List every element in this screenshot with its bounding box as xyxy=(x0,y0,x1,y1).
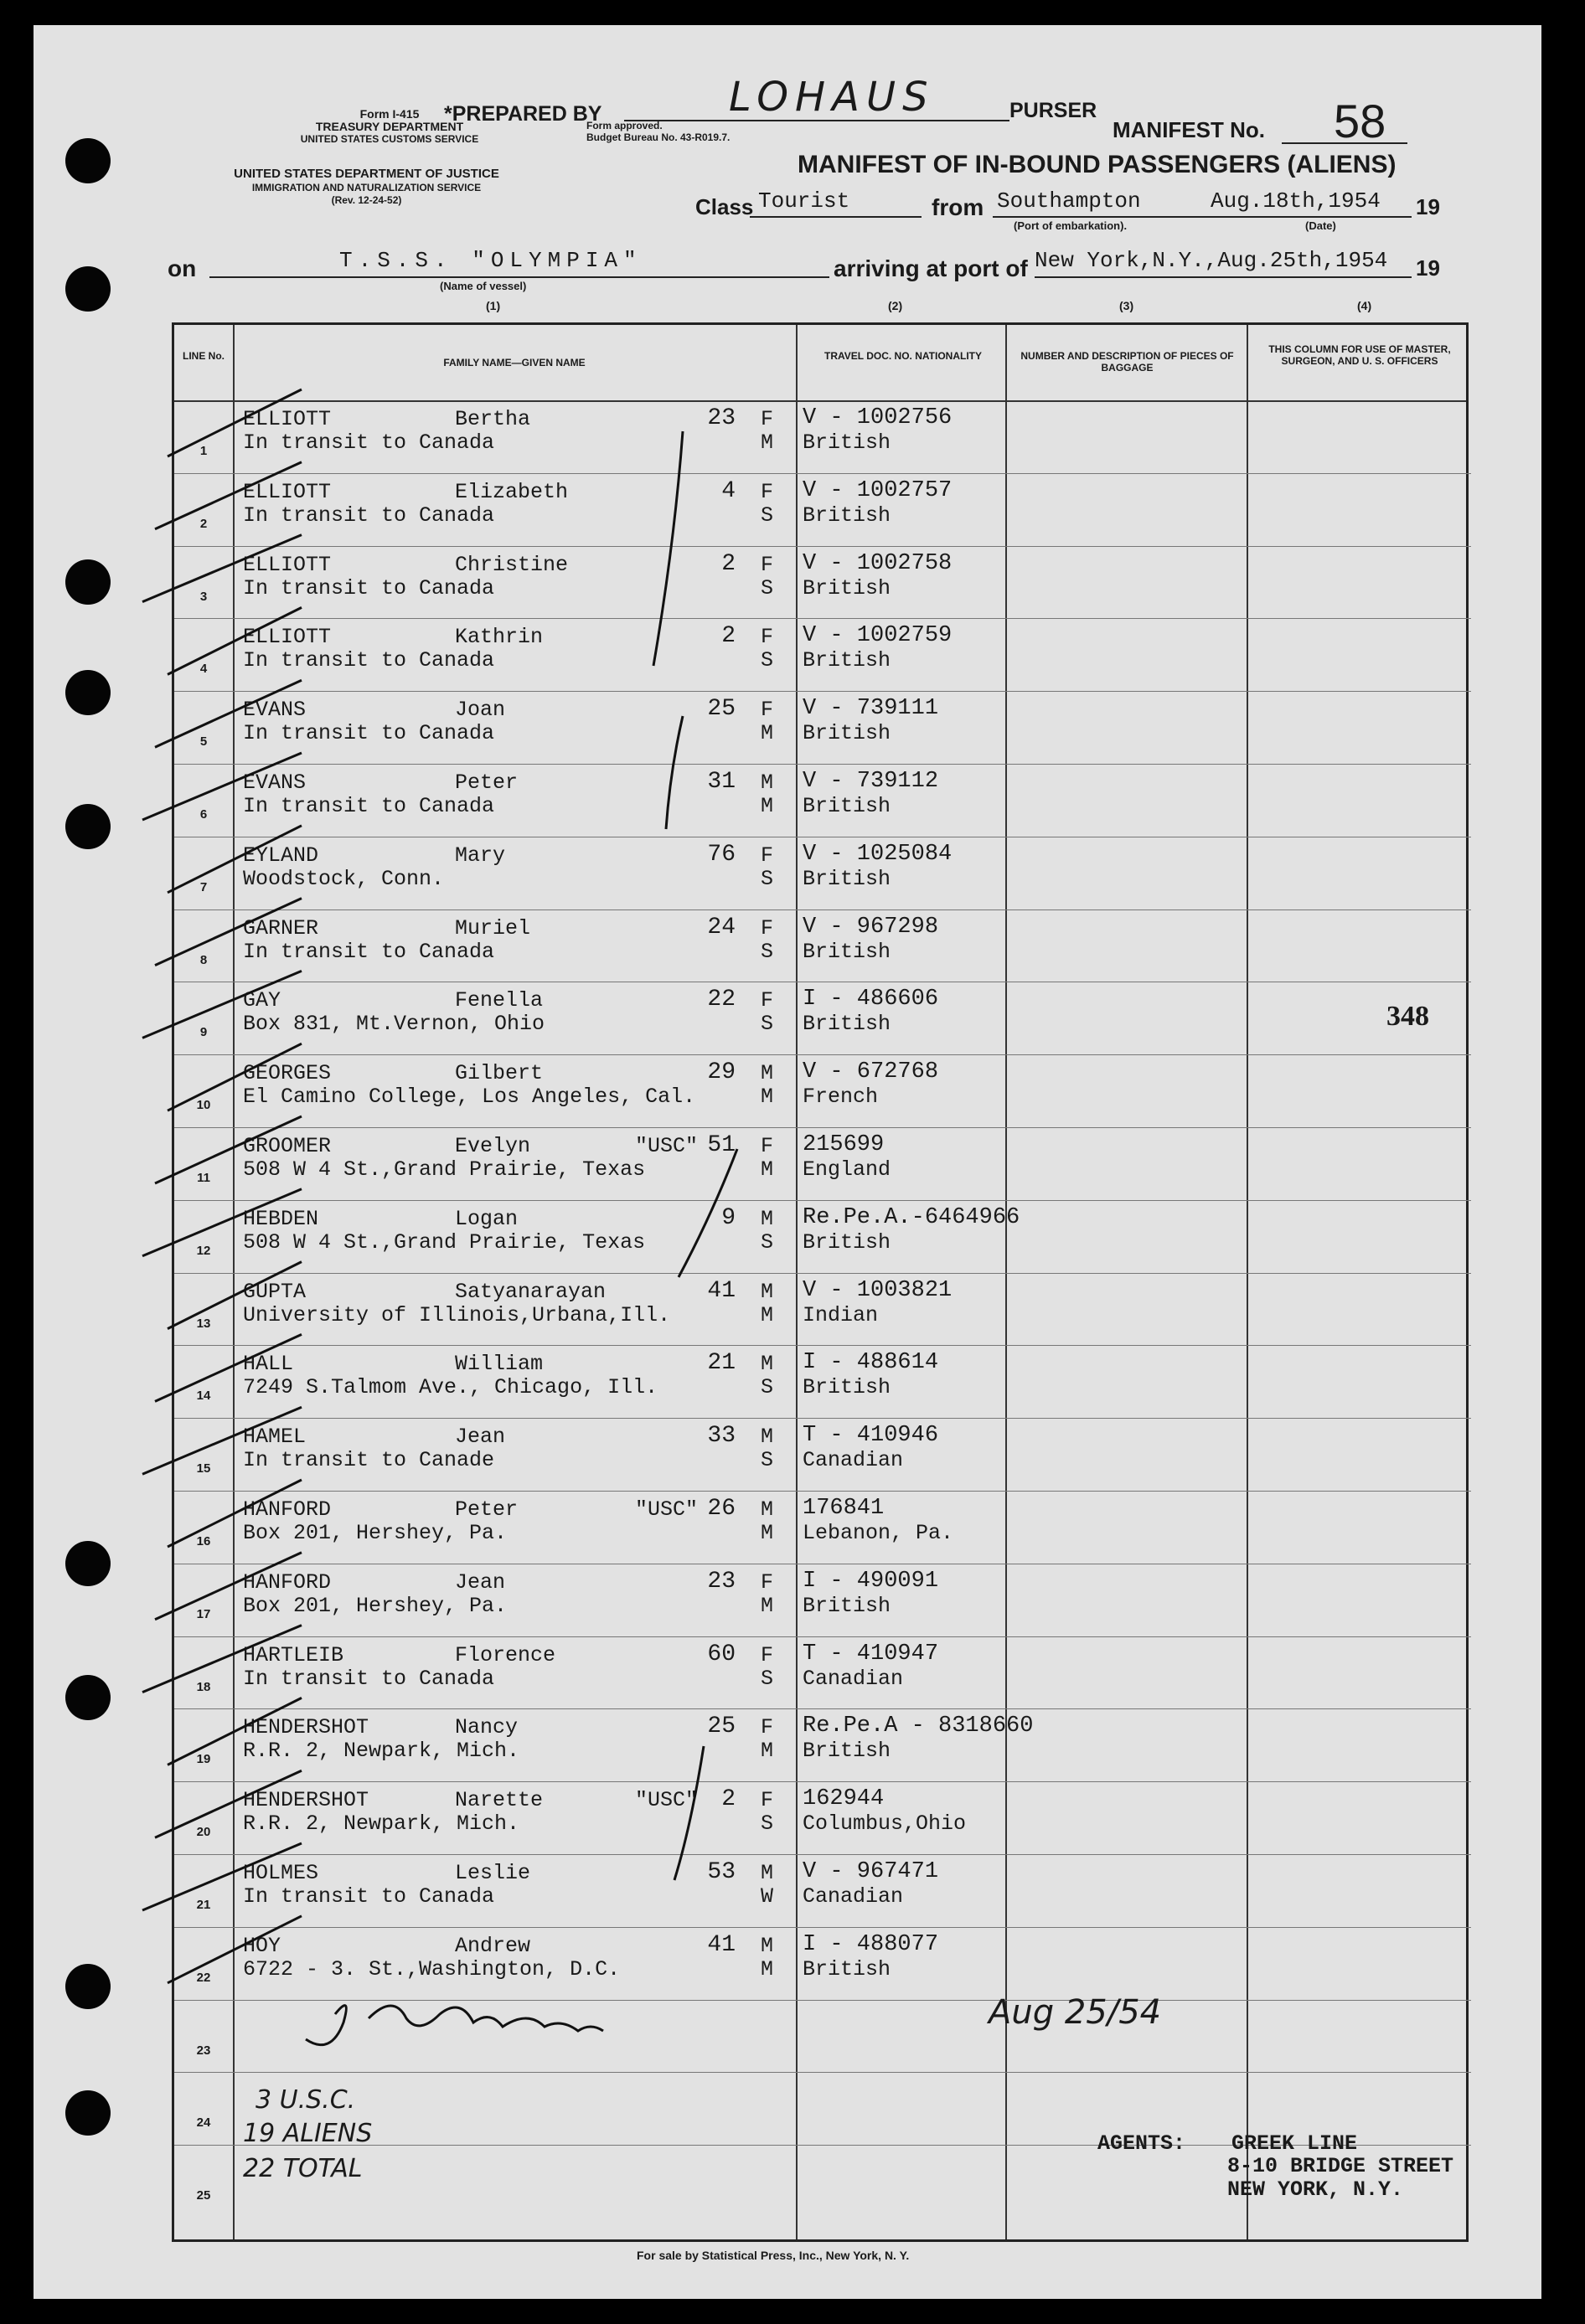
nationality: British xyxy=(803,794,891,818)
family-name: EVANS xyxy=(243,770,307,795)
marital-status: M xyxy=(761,1956,774,1981)
check-mark xyxy=(142,753,302,820)
address: 508 W 4 St.,Grand Prairie, Texas xyxy=(243,1157,646,1182)
age: 23 xyxy=(707,405,736,431)
bracket-mark xyxy=(679,1149,737,1277)
nationality: British xyxy=(803,1012,891,1037)
sex: M xyxy=(761,1861,774,1885)
nationality: British xyxy=(803,1229,891,1255)
travel-doc: V - 672768 xyxy=(803,1059,939,1085)
check-mark xyxy=(142,1843,302,1910)
nationality: French xyxy=(803,1085,879,1110)
line-number: 17 xyxy=(196,1606,211,1621)
given-name: Kathrin xyxy=(455,625,544,650)
check-mark xyxy=(168,389,302,456)
family-name: GUPTA xyxy=(243,1279,307,1304)
given-name: Christine xyxy=(455,552,569,577)
check-mark xyxy=(168,1480,302,1547)
given-name: Peter xyxy=(455,770,519,795)
age: 24 xyxy=(707,914,736,940)
port-note: (Port of embarkation). xyxy=(1014,219,1128,232)
travel-doc: V - 967471 xyxy=(803,1859,939,1884)
line-number: 3 xyxy=(199,589,208,604)
customs-service: UNITED STATES CUSTOMS SERVICE xyxy=(300,133,479,145)
family-name: ELLIOTT xyxy=(243,552,332,577)
given-name: Joan xyxy=(455,698,506,723)
line-number: 15 xyxy=(196,1461,211,1476)
age: 29 xyxy=(707,1059,736,1086)
line-number: 8 xyxy=(199,952,208,967)
age: 33 xyxy=(707,1423,736,1450)
check-mark xyxy=(155,462,302,529)
nationality: England xyxy=(803,1157,891,1182)
travel-doc: T - 410947 xyxy=(803,1641,939,1667)
given-name: Andrew xyxy=(455,1933,531,1958)
address: In transit to Canada xyxy=(243,794,495,818)
bracket-mark xyxy=(666,716,683,829)
sex: M xyxy=(761,1206,774,1231)
footer-printer: For sale by Statistical Press, Inc., New York, N. Y. xyxy=(637,2249,910,2262)
family-name: GARNER xyxy=(243,915,319,940)
bracket-mark xyxy=(674,1746,704,1880)
nationality: British xyxy=(803,1739,891,1764)
given-name: Leslie xyxy=(455,1861,531,1885)
line-number: 18 xyxy=(196,1679,211,1694)
sex: M xyxy=(761,1061,774,1086)
marital-status: S xyxy=(761,1375,774,1400)
embarkation-date: Aug.18th,1954 xyxy=(1211,188,1381,214)
age: 26 xyxy=(707,1496,736,1522)
address: In transit to Canada xyxy=(243,648,495,673)
marital-status: S xyxy=(761,939,774,964)
age: 21 xyxy=(707,1350,736,1377)
sex: M xyxy=(761,1933,774,1958)
family-name: HANFORD xyxy=(243,1569,332,1595)
line-number: 20 xyxy=(196,1825,211,1840)
line-number: 12 xyxy=(196,1243,211,1258)
line-number: 14 xyxy=(196,1389,211,1404)
purser-label: PURSER xyxy=(1009,99,1097,122)
line-number: 16 xyxy=(196,1534,211,1548)
travel-doc: V - 1003821 xyxy=(803,1277,953,1303)
given-name: Logan xyxy=(455,1206,519,1231)
sex: F xyxy=(761,625,774,650)
line-number: 6 xyxy=(199,807,208,822)
line-number: 5 xyxy=(199,734,208,750)
travel-doc: V - 1002759 xyxy=(803,623,953,649)
travel-doc: V - 1002757 xyxy=(803,477,953,503)
family-name: HALL xyxy=(243,1352,294,1377)
nationality: Indian xyxy=(803,1302,879,1327)
col-header-line: LINE No. xyxy=(183,350,225,362)
line-number: 11 xyxy=(197,1171,210,1185)
marital-status: M xyxy=(761,1302,774,1327)
prepared-by-label: *PREPARED BY xyxy=(444,102,602,126)
total-usc: 3 U.S.C. xyxy=(256,2085,356,2115)
agents-label: AGENTS: xyxy=(1097,2131,1186,2156)
col-num-3: (3) xyxy=(1119,299,1134,312)
ins-service: IMMIGRATION AND NATURALIZATION SERVICE xyxy=(251,182,482,193)
marital-status: M xyxy=(761,1521,774,1545)
total-all: 22 TOTAL xyxy=(243,2154,363,2183)
sex: F xyxy=(761,1788,774,1813)
travel-doc: Re.Pe.A - 8318660 xyxy=(803,1713,1034,1739)
address: University of Illinois,Urbana,Ill. xyxy=(243,1302,671,1327)
check-mark xyxy=(155,1553,302,1620)
embarkation-port: Southampton xyxy=(997,188,1141,214)
address: In transit to Canada xyxy=(243,575,495,600)
age: 60 xyxy=(707,1641,736,1667)
sex: F xyxy=(761,915,774,940)
line-number: 23 xyxy=(196,2043,211,2058)
marital-status: M xyxy=(761,1593,774,1618)
check-mark xyxy=(142,1189,302,1256)
sex: F xyxy=(761,1569,774,1595)
marital-status: S xyxy=(761,1666,774,1691)
age: 51 xyxy=(707,1132,736,1158)
travel-doc: T - 410946 xyxy=(803,1423,939,1449)
check-mark xyxy=(155,680,302,750)
nationality: Lebanon, Pa. xyxy=(803,1521,954,1545)
family-name: ELLIOTT xyxy=(243,479,332,504)
given-name: Nancy xyxy=(455,1715,519,1740)
manifest-title: MANIFEST OF IN-BOUND PASSENGERS (ALIENS) xyxy=(798,151,1397,178)
age: 2 xyxy=(721,550,736,577)
family-name: EVANS xyxy=(243,698,307,723)
check-mark xyxy=(142,535,302,602)
marital-status: M xyxy=(761,1739,774,1764)
age: 23 xyxy=(707,1568,736,1595)
manifest-label: MANIFEST No. xyxy=(1113,117,1265,142)
sex: F xyxy=(761,843,774,868)
line-number: 24 xyxy=(196,2115,211,2131)
sex: F xyxy=(761,552,774,577)
marital-status: S xyxy=(761,1448,774,1473)
travel-doc: V - 1002758 xyxy=(803,550,953,576)
travel-doc: Re.Pe.A.-6464966 xyxy=(803,1204,1020,1230)
marital-status: M xyxy=(761,794,774,818)
family-name: HENDERSHOT xyxy=(243,1715,369,1740)
travel-doc: 162944 xyxy=(803,1786,885,1812)
check-mark xyxy=(168,1916,302,1983)
family-name: EYLAND xyxy=(243,843,319,868)
marital-status: M xyxy=(761,430,774,455)
address: R.R. 2, Newpark, Mich. xyxy=(243,1811,520,1837)
marital-status: M xyxy=(761,1157,774,1182)
age: 2 xyxy=(721,1786,736,1813)
justice-dept: UNITED STATES DEPARTMENT OF JUSTICE xyxy=(234,167,499,181)
nationality: British xyxy=(803,1956,891,1981)
line-number: 10 xyxy=(196,1098,211,1113)
check-mark xyxy=(155,1770,302,1840)
marital-status: S xyxy=(761,866,774,891)
bracket-mark xyxy=(653,431,683,666)
check-mark xyxy=(155,1116,302,1183)
line-number: 1 xyxy=(199,444,208,458)
nationality: British xyxy=(803,430,891,455)
line-number: 25 xyxy=(196,2188,211,2203)
class-value: Tourist xyxy=(758,188,850,214)
arriving-label: arriving at port of xyxy=(834,255,1028,281)
agents-line-1: GREEK LINE xyxy=(1231,2131,1358,2156)
age: 25 xyxy=(707,1713,736,1740)
age: 2 xyxy=(721,623,736,650)
line-number: 22 xyxy=(196,1970,211,1985)
marital-status: S xyxy=(761,502,774,528)
line-number: 7 xyxy=(199,879,208,894)
check-mark xyxy=(142,971,302,1038)
vessel-note: (Name of vessel) xyxy=(440,280,527,292)
col-num-1: (1) xyxy=(486,299,501,312)
tick-marks xyxy=(142,389,302,1983)
given-name: William xyxy=(455,1352,544,1377)
marital-status: S xyxy=(761,1012,774,1037)
travel-doc: I - 486606 xyxy=(803,987,939,1013)
given-name: Fenella xyxy=(455,988,544,1013)
family-name: GROOMER xyxy=(243,1134,332,1158)
usc-flag: "USC" xyxy=(635,1497,699,1522)
travel-doc: I - 488077 xyxy=(803,1931,939,1957)
nationality: British xyxy=(803,939,891,964)
given-name: Satyanarayan xyxy=(455,1279,607,1304)
address: Woodstock, Conn. xyxy=(243,866,445,891)
family-name: HAMEL xyxy=(243,1425,307,1450)
line-number: 9 xyxy=(199,1025,208,1040)
given-name: Jean xyxy=(455,1425,506,1450)
family-name: HANFORD xyxy=(243,1497,332,1522)
line-number: 4 xyxy=(199,662,208,677)
nationality: Canadian xyxy=(803,1884,904,1909)
age: 9 xyxy=(721,1204,736,1231)
nationality: British xyxy=(803,1593,891,1618)
given-name: Peter xyxy=(455,1497,519,1522)
check-mark xyxy=(155,899,302,966)
address: 6722 - 3. St.,Washington, D.C. xyxy=(243,1956,621,1981)
form-number: Form I-415 xyxy=(359,107,420,121)
nationality: Columbus,Ohio xyxy=(803,1811,967,1837)
address: El Camino College, Los Angeles, Cal. xyxy=(243,1085,696,1110)
check-mark xyxy=(168,1262,302,1329)
travel-doc: I - 488614 xyxy=(803,1350,939,1376)
col-header-baggage: NUMBER AND DESCRIPTION OF PIECES OF BAGGAGE xyxy=(1020,350,1234,374)
col-num-2: (2) xyxy=(888,299,903,312)
given-name: Evelyn xyxy=(455,1134,531,1158)
address: In transit to Canada xyxy=(243,721,495,746)
form-approved: Form approved. xyxy=(586,120,663,131)
given-name: Jean xyxy=(455,1569,506,1595)
sex: F xyxy=(761,1642,774,1667)
age: 53 xyxy=(707,1859,736,1885)
family-name: HOY xyxy=(243,1933,281,1958)
from-label: from xyxy=(932,194,984,220)
nationality: British xyxy=(803,1375,891,1400)
line-number: 21 xyxy=(196,1898,211,1912)
travel-doc: V - 967298 xyxy=(803,914,939,940)
family-name: ELLIOTT xyxy=(243,407,332,431)
address: In transit to Canada xyxy=(243,502,495,528)
agents-line-2: 8-10 BRIDGE STREET xyxy=(1227,2154,1454,2178)
sex: M xyxy=(761,1279,774,1304)
total-aliens: 19 ALIENS xyxy=(243,2119,373,2148)
travel-doc: V - 1002756 xyxy=(803,405,953,430)
inspection-date: Aug 25/54 xyxy=(989,1993,1162,2032)
family-name: HARTLEIB xyxy=(243,1642,344,1667)
age: 4 xyxy=(721,477,736,504)
vessel-name: T.S.S. "OLYMPIA" xyxy=(339,248,643,273)
marital-status: W xyxy=(761,1884,774,1909)
family-name: HOLMES xyxy=(243,1861,319,1885)
arrival-info: New York,N.Y.,Aug.25th,1954 xyxy=(1035,248,1388,273)
marital-status: M xyxy=(761,1085,774,1110)
check-mark xyxy=(155,1334,302,1404)
age: 25 xyxy=(707,696,736,723)
marital-status: S xyxy=(761,575,774,600)
given-name: Bertha xyxy=(455,407,531,431)
manifest-number: 58 xyxy=(1334,95,1386,147)
sex: M xyxy=(761,1497,774,1522)
nationality: British xyxy=(803,502,891,528)
year-prefix: 19 xyxy=(1416,194,1440,219)
col-num-4: (4) xyxy=(1357,299,1372,312)
nationality: British xyxy=(803,721,891,746)
year-prefix-2: 19 xyxy=(1416,255,1440,281)
nationality: Canadian xyxy=(803,1448,904,1473)
given-name: Elizabeth xyxy=(455,479,569,504)
col-header-officers: THIS COLUMN FOR USE OF MASTER, SURGEON, AND U. S. OFFICERS xyxy=(1268,343,1451,367)
marital-status: M xyxy=(761,721,774,746)
date-note: (Date) xyxy=(1305,219,1336,232)
family-name: GEORGES xyxy=(243,1061,332,1086)
address: In transit to Canada xyxy=(243,1666,495,1691)
usc-flag: "USC" xyxy=(635,1134,699,1158)
sex: M xyxy=(761,1352,774,1377)
officer-number: 348 xyxy=(1386,1001,1429,1032)
treasury-dept: TREASURY DEPARTMENT xyxy=(315,120,464,133)
given-name: Florence xyxy=(455,1642,556,1667)
signature-scrawl xyxy=(306,2006,603,2045)
budget-bureau: Budget Bureau No. 43-R019.7. xyxy=(586,131,731,143)
col-header-doc: TRAVEL DOC. NO. NATIONALITY xyxy=(824,350,982,362)
travel-doc: V - 739111 xyxy=(803,696,939,722)
age: 41 xyxy=(707,1277,736,1304)
marital-status: S xyxy=(761,1229,774,1255)
travel-doc: 215699 xyxy=(803,1132,885,1157)
check-mark xyxy=(168,1043,302,1113)
check-mark xyxy=(168,826,302,893)
usc-flag: "USC" xyxy=(635,1788,699,1813)
sex: F xyxy=(761,988,774,1013)
address: In transit to Canada xyxy=(243,430,495,455)
given-name: Muriel xyxy=(455,915,531,940)
sex: F xyxy=(761,479,774,504)
on-label: on xyxy=(168,255,197,281)
given-name: Gilbert xyxy=(455,1061,544,1086)
family-name: ELLIOTT xyxy=(243,625,332,650)
address: In transit to Canade xyxy=(243,1448,495,1473)
nationality: British xyxy=(803,866,891,891)
marital-status: S xyxy=(761,648,774,673)
given-name: Narette xyxy=(455,1788,544,1813)
nationality: British xyxy=(803,575,891,600)
rev-date: (Rev. 12-24-52) xyxy=(331,194,402,206)
age: 41 xyxy=(707,1931,736,1958)
address: In transit to Canada xyxy=(243,939,495,964)
agents-line-3: NEW YORK, N.Y. xyxy=(1227,2177,1404,2202)
line-number: 13 xyxy=(196,1316,211,1331)
given-name: Mary xyxy=(455,843,506,868)
sex: F xyxy=(761,1134,774,1158)
class-label: Class xyxy=(695,194,754,219)
check-mark xyxy=(142,1626,302,1693)
family-name: HENDERSHOT xyxy=(243,1788,369,1813)
sex: M xyxy=(761,1425,774,1450)
marital-status: S xyxy=(761,1811,774,1837)
address: Box 201, Hershey, Pa. xyxy=(243,1521,508,1545)
nationality: British xyxy=(803,648,891,673)
check-mark xyxy=(168,607,302,677)
nationality: Canadian xyxy=(803,1666,904,1691)
check-mark xyxy=(142,1407,302,1474)
travel-doc: V - 1025084 xyxy=(803,841,953,867)
purser-name: LOHAUS xyxy=(729,74,935,121)
travel-doc: 176841 xyxy=(803,1496,885,1521)
check-mark xyxy=(168,1698,302,1765)
address: Box 201, Hershey, Pa. xyxy=(243,1593,508,1618)
address: In transit to Canada xyxy=(243,1884,495,1909)
sex: F xyxy=(761,698,774,723)
family-name: HEBDEN xyxy=(243,1206,319,1231)
line-number: 19 xyxy=(196,1752,211,1767)
col-header-name: FAMILY NAME—GIVEN NAME xyxy=(443,357,586,368)
travel-doc: V - 739112 xyxy=(803,769,939,794)
age: 31 xyxy=(707,769,736,795)
sex: M xyxy=(761,770,774,795)
travel-doc: I - 490091 xyxy=(803,1568,939,1594)
age: 22 xyxy=(707,987,736,1013)
address: Box 831, Mt.Vernon, Ohio xyxy=(243,1012,545,1037)
address: 508 W 4 St.,Grand Prairie, Texas xyxy=(243,1229,646,1255)
line-number: 2 xyxy=(199,516,208,531)
address: R.R. 2, Newpark, Mich. xyxy=(243,1739,520,1764)
sex: F xyxy=(761,407,774,431)
sex: F xyxy=(761,1715,774,1740)
family-name: GAY xyxy=(243,988,281,1013)
address: 7249 S.Talmom Ave., Chicago, Ill. xyxy=(243,1375,658,1400)
age: 76 xyxy=(707,841,736,868)
